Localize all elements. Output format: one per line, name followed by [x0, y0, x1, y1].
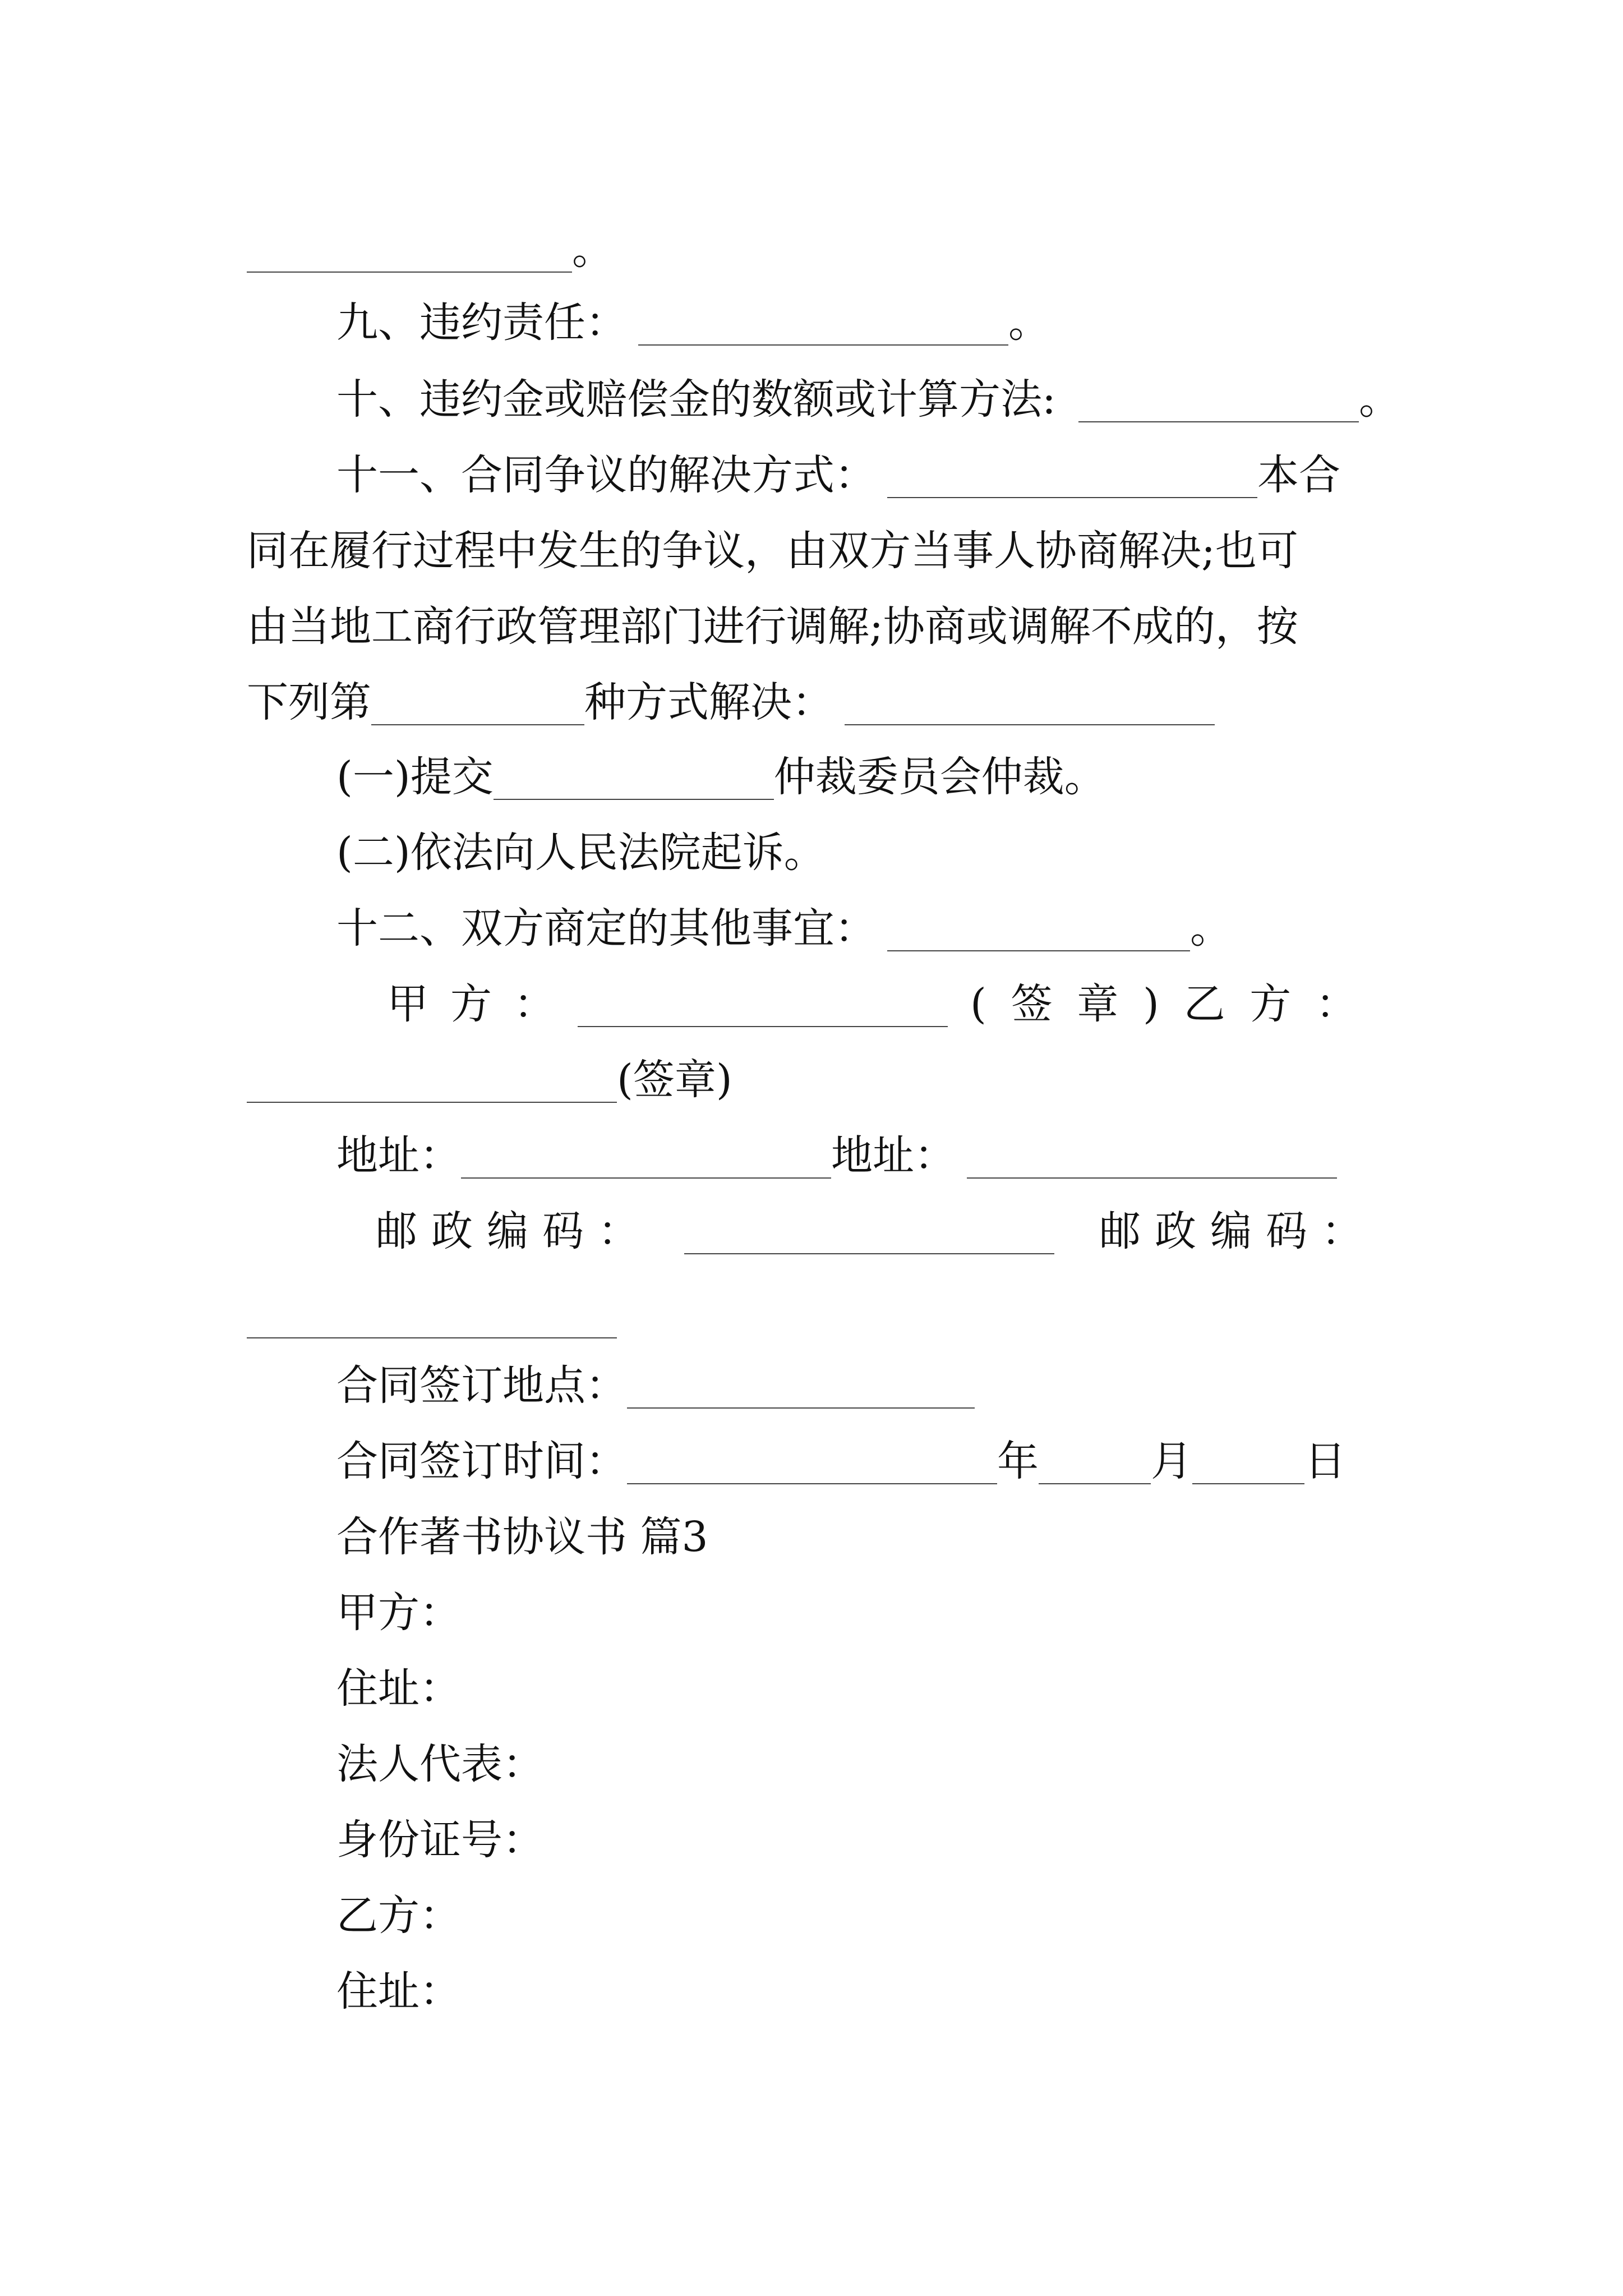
party-b-char: ： — [1315, 980, 1357, 1028]
field-address-b — [336, 1961, 461, 2022]
blank-field — [887, 911, 1190, 951]
party-a-char: 方 — [450, 980, 492, 1028]
field-id-number — [336, 1809, 544, 1871]
clause-10-label: 十、违约金或赔偿金的数额或计算方法: — [336, 375, 1056, 424]
address-label: 地址： — [831, 1131, 956, 1180]
field-label: 法人代表： — [336, 1740, 544, 1788]
blank-field — [371, 685, 584, 725]
line-signing-place — [336, 1355, 975, 1416]
party-a-char: ： — [514, 980, 555, 1028]
blank-field — [247, 1062, 617, 1103]
blank-field — [494, 760, 774, 800]
line-postcodes — [376, 1200, 1363, 1262]
blank-field — [1192, 1444, 1304, 1484]
clause-11-label: 十一、合同争议的解决方式： — [336, 451, 876, 499]
clause-12-label: 十二、双方商定的其他事宜： — [336, 904, 876, 953]
month-label: 月 — [1151, 1437, 1192, 1485]
paragraph-text: 同在履行过程中发生的争议，由双方当事人协商解决;也可 — [247, 527, 1298, 575]
postcode-char: 码 — [542, 1207, 584, 1255]
blank-field — [578, 987, 948, 1027]
postcode-char: 政 — [431, 1207, 473, 1255]
blank-field — [1078, 382, 1359, 422]
blank-field — [845, 685, 1215, 725]
line-option-2 — [336, 822, 826, 884]
period: 。 — [1358, 375, 1400, 424]
option-text: (一)提交 — [336, 753, 494, 801]
field-label: 住址： — [336, 1967, 461, 2016]
field-party-a — [336, 1582, 461, 1644]
party-b-char: 乙 — [1183, 980, 1225, 1028]
section-title: 合作著书协议书 篇3 — [336, 1513, 708, 1561]
period: 。 — [572, 226, 614, 274]
blank-field — [684, 1214, 1054, 1254]
paragraph-text: 种方式解决： — [584, 678, 833, 726]
period: 。 — [1008, 298, 1050, 347]
postcode-char: 政 — [1155, 1207, 1196, 1255]
line-clause-11-body-3 — [247, 671, 1215, 733]
postcode-char: ： — [1321, 1207, 1363, 1255]
blank-field — [967, 1138, 1337, 1179]
postcode-char: 编 — [487, 1207, 528, 1255]
sign-char: 签 — [1011, 980, 1053, 1028]
year-label: 年 — [997, 1437, 1039, 1485]
blank-field — [1039, 1444, 1151, 1484]
blank-field — [461, 1138, 831, 1179]
party-b-char: 方 — [1249, 980, 1292, 1028]
line-clause-9 — [336, 292, 1050, 353]
clause-9-label: 九、违约责任： — [336, 298, 627, 347]
field-address — [336, 1658, 461, 1719]
paragraph-text: 下列第 — [247, 678, 371, 726]
field-label: 甲方： — [336, 1589, 461, 1637]
postcode-char: 邮 — [1099, 1207, 1141, 1255]
line-option-1 — [336, 746, 1106, 808]
line-addresses — [336, 1125, 1337, 1186]
field-label: 住址： — [336, 1664, 461, 1713]
postcode-char: 邮 — [376, 1207, 417, 1255]
postcode-char: 码 — [1266, 1207, 1307, 1255]
line-party-signatures — [387, 973, 1357, 1035]
day-label: 日 — [1304, 1437, 1346, 1485]
sign-label: (签章) — [617, 1056, 732, 1104]
blank-field — [638, 305, 1008, 346]
line-1 — [247, 219, 614, 280]
blank-field — [887, 458, 1257, 498]
line-signing-time — [336, 1430, 1346, 1492]
signing-place-label: 合同签订地点： — [336, 1361, 627, 1410]
line-clause-11-body-1 — [247, 520, 1298, 582]
field-label: 身份证号： — [336, 1816, 544, 1864]
sign-char: 章 — [1077, 980, 1119, 1028]
postcode-char: 编 — [1210, 1207, 1252, 1255]
line-clause-12 — [336, 898, 1232, 959]
period: 。 — [1190, 904, 1232, 953]
field-party-b — [336, 1885, 461, 1947]
line-clause-10 — [336, 369, 1400, 430]
line-postcode-blank — [247, 1285, 617, 1346]
clause-11-tail: 本合 — [1257, 451, 1340, 499]
blank-field — [627, 1368, 975, 1409]
postcode-char: ： — [598, 1207, 639, 1255]
line-clause-11 — [336, 444, 1340, 506]
blank-field — [247, 1298, 617, 1338]
line-party-b-signature — [247, 1049, 732, 1111]
paragraph-text: 由当地工商行政管理部门进行调解;协商或调解不成的，按 — [247, 602, 1298, 651]
sign-char: ( — [970, 980, 986, 1028]
blank-field — [627, 1444, 997, 1484]
party-a-char: 甲 — [387, 980, 428, 1028]
field-label: 乙方： — [336, 1892, 461, 1940]
blank-field — [247, 232, 572, 273]
field-legal-rep — [336, 1733, 544, 1795]
sign-char: ) — [1142, 980, 1159, 1028]
line-clause-11-body-2 — [247, 596, 1298, 657]
option-text: 仲裁委员会仲裁。 — [773, 753, 1106, 801]
option-text: (二)依法向人民法院起诉。 — [336, 829, 826, 877]
signing-time-label: 合同签订时间： — [336, 1437, 627, 1485]
section-heading — [336, 1506, 708, 1568]
address-label: 地址： — [336, 1131, 461, 1180]
